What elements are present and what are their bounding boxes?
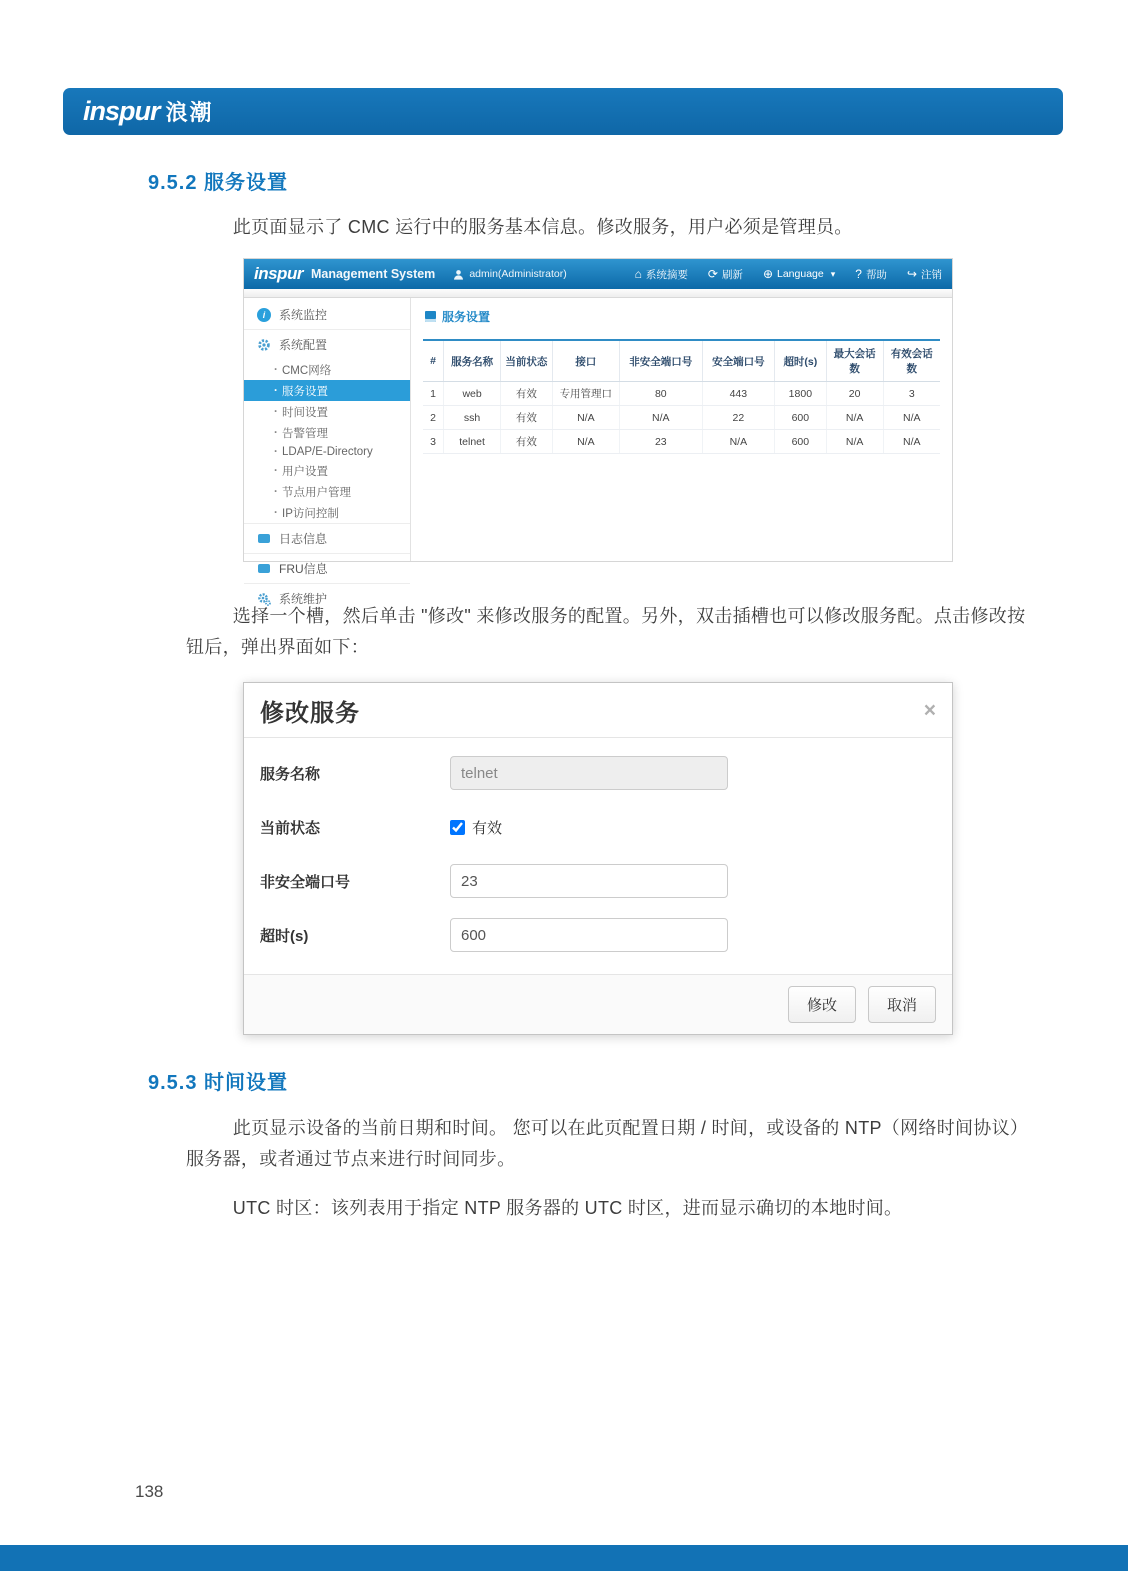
paragraph-952-modify: 选择一个槽，然后单击 "修改" 来修改服务的配置。另外，双击插槽也可以修改服务配。点击修改按钮后，弹出界面如下： bbox=[186, 606, 1026, 657]
sidebar-item-node-user-management[interactable] bbox=[244, 481, 410, 502]
inspur-logo-small: inspur bbox=[254, 264, 303, 283]
nav-label: 帮助 bbox=[865, 268, 887, 281]
screenshot-topbar bbox=[244, 259, 952, 289]
sidebar-item-label: · IP访问控制 bbox=[282, 507, 339, 520]
form-row-current-status bbox=[260, 800, 936, 854]
col-service-name: 服务名称 bbox=[444, 340, 501, 382]
sidebar-item-time-settings[interactable] bbox=[244, 401, 410, 422]
screenshot-main-area bbox=[411, 298, 952, 561]
screenshot-sidebar bbox=[244, 298, 411, 606]
globe-icon: ⊕ bbox=[762, 267, 773, 281]
sidebar-item-label: · 节点用户管理 bbox=[282, 486, 351, 499]
sidebar-item-label: 系统监控 bbox=[279, 308, 328, 322]
timeout-label: 超时(s) bbox=[260, 927, 309, 945]
form-row-service-name bbox=[260, 746, 936, 800]
sidebar-item-label: FRU信息 bbox=[279, 562, 328, 576]
sidebar-item-label: · 服务设置 bbox=[282, 385, 328, 398]
sidebar-item-ldap[interactable] bbox=[244, 443, 410, 460]
col-timeout: 超时(s) bbox=[775, 340, 827, 382]
modal-title: 修改服务 bbox=[260, 699, 360, 727]
modal-header bbox=[244, 683, 952, 738]
sidebar-item-system-config[interactable] bbox=[244, 329, 410, 359]
table-header-row bbox=[423, 340, 940, 382]
modify-button[interactable]: 修改 bbox=[788, 986, 856, 1023]
table-row[interactable]: 2 ssh 有效 N/A N/A 22 600 N/A N/A bbox=[423, 406, 940, 430]
sidebar-item-user-settings[interactable] bbox=[244, 460, 410, 481]
panel-title-icon bbox=[425, 311, 436, 322]
sidebar-item-cmc-network[interactable] bbox=[244, 359, 410, 380]
nonsecure-port-label: 非安全端口号 bbox=[260, 873, 351, 891]
service-name-input bbox=[450, 756, 728, 790]
form-row-timeout bbox=[260, 908, 936, 962]
nav-label: Language bbox=[777, 268, 824, 280]
logout-icon: ↪ bbox=[906, 267, 917, 281]
screenshot-body bbox=[244, 298, 952, 606]
services-table bbox=[423, 339, 940, 454]
topbar-nav bbox=[635, 267, 942, 282]
form-row-nonsecure-port bbox=[260, 854, 936, 908]
page-number: 138 bbox=[135, 1482, 164, 1501]
nav-logout[interactable] bbox=[907, 267, 942, 282]
paragraph-953-utc: UTC 时区：该列表用于指定 NTP 服务器的 UTC 时区，进而显示确切的本地时间。 bbox=[232, 1198, 903, 1218]
col-index: # bbox=[423, 340, 444, 382]
table-row[interactable]: 3 telnet 有效 N/A 23 N/A 600 N/A N/A bbox=[423, 430, 940, 454]
nav-help[interactable] bbox=[855, 267, 887, 282]
sidebar-item-label: 系统配置 bbox=[279, 338, 328, 352]
sidebar-item-alert-management[interactable] bbox=[244, 422, 410, 443]
home-icon: ⌂ bbox=[634, 267, 642, 281]
user-indicator bbox=[451, 267, 566, 281]
sidebar-item-label: · 告警管理 bbox=[282, 427, 328, 440]
timeout-input[interactable] bbox=[450, 918, 728, 952]
col-max-sessions: 最大会话数 bbox=[826, 340, 883, 382]
current-status-label: 当前状态 bbox=[260, 819, 321, 837]
col-current-status: 当前状态 bbox=[501, 340, 553, 382]
panel-title bbox=[425, 308, 940, 325]
sidebar-item-label: 日志信息 bbox=[279, 532, 328, 546]
sidebar-item-label: · CMC网络 bbox=[282, 364, 332, 377]
document-header-bar bbox=[63, 88, 1063, 135]
cancel-button[interactable]: 取消 bbox=[868, 986, 936, 1023]
nonsecure-port-input[interactable] bbox=[450, 864, 728, 898]
nav-label: 系统摘要 bbox=[645, 268, 688, 281]
nav-language-dropdown[interactable] bbox=[763, 267, 835, 282]
document-footer-bar bbox=[0, 1545, 1128, 1571]
col-interface: 接口 bbox=[552, 340, 619, 382]
refresh-icon: ⟳ bbox=[707, 267, 718, 281]
sidebar-item-ip-access-control[interactable] bbox=[244, 502, 410, 523]
status-checkbox-group bbox=[450, 817, 502, 838]
close-icon[interactable]: × bbox=[923, 698, 936, 722]
nav-system-summary[interactable] bbox=[635, 267, 688, 282]
chat-icon bbox=[257, 532, 271, 546]
service-name-label: 服务名称 bbox=[260, 765, 321, 783]
sidebar-item-system-monitor[interactable] bbox=[244, 300, 410, 329]
user-name: admin(Administrator) bbox=[469, 268, 567, 280]
info-icon: i bbox=[257, 308, 271, 322]
inspur-logo: inspur bbox=[83, 96, 160, 126]
status-checkbox[interactable] bbox=[450, 820, 465, 835]
table-row[interactable]: 1 web 有效 专用管理口 80 443 1800 20 3 bbox=[423, 382, 940, 406]
sidebar-item-label: 系统维护 bbox=[279, 592, 328, 606]
help-icon: ? bbox=[855, 267, 862, 281]
sidebar-item-label: · 用户设置 bbox=[282, 465, 328, 478]
status-checkbox-label: 有效 bbox=[472, 819, 503, 837]
sidebar-item-fru-info[interactable] bbox=[244, 553, 410, 583]
gear-icon bbox=[257, 338, 271, 352]
sidebar-item-label: · 时间设置 bbox=[282, 406, 328, 419]
nav-refresh[interactable] bbox=[708, 267, 743, 282]
nav-label: 刷新 bbox=[721, 268, 743, 281]
col-active-sessions: 有效会话数 bbox=[883, 340, 940, 382]
sidebar-item-log-info[interactable] bbox=[244, 523, 410, 553]
modify-service-modal bbox=[243, 682, 953, 1035]
paragraph-952-intro: 此页面显示了 CMC 运行中的服务基本信息。修改服务，用户必须是管理员。 bbox=[232, 217, 853, 237]
modal-body bbox=[244, 738, 952, 974]
nav-label: 注销 bbox=[921, 268, 942, 281]
section-title-953: 9.5.3 时间设置 bbox=[148, 1072, 289, 1094]
col-nonsecure-port: 非安全端口号 bbox=[619, 340, 702, 382]
col-secure-port: 安全端口号 bbox=[702, 340, 774, 382]
screenshot-toolbar-strip bbox=[244, 289, 952, 298]
paragraph-953-intro: 此页显示设备的当前日期和时间。 您可以在此页配置日期 / 时间，或设备的 NTP（网络时间协议）服务器，或者通过节点来进行时间同步。 bbox=[186, 1118, 1020, 1169]
section-title-952: 9.5.2 服务设置 bbox=[148, 172, 289, 194]
sidebar-item-label: · LDAP/E-Directory bbox=[282, 445, 373, 458]
inspur-logo-cn: 浪潮 bbox=[165, 100, 214, 125]
screenshot-app-title: Management System bbox=[310, 267, 436, 281]
modal-footer bbox=[244, 974, 952, 1034]
person-icon bbox=[451, 267, 465, 281]
sidebar-item-service-settings[interactable] bbox=[244, 380, 410, 401]
panel-title-label: 服务设置 bbox=[442, 310, 491, 324]
management-system-screenshot bbox=[243, 258, 953, 606]
chat-icon bbox=[257, 562, 271, 576]
